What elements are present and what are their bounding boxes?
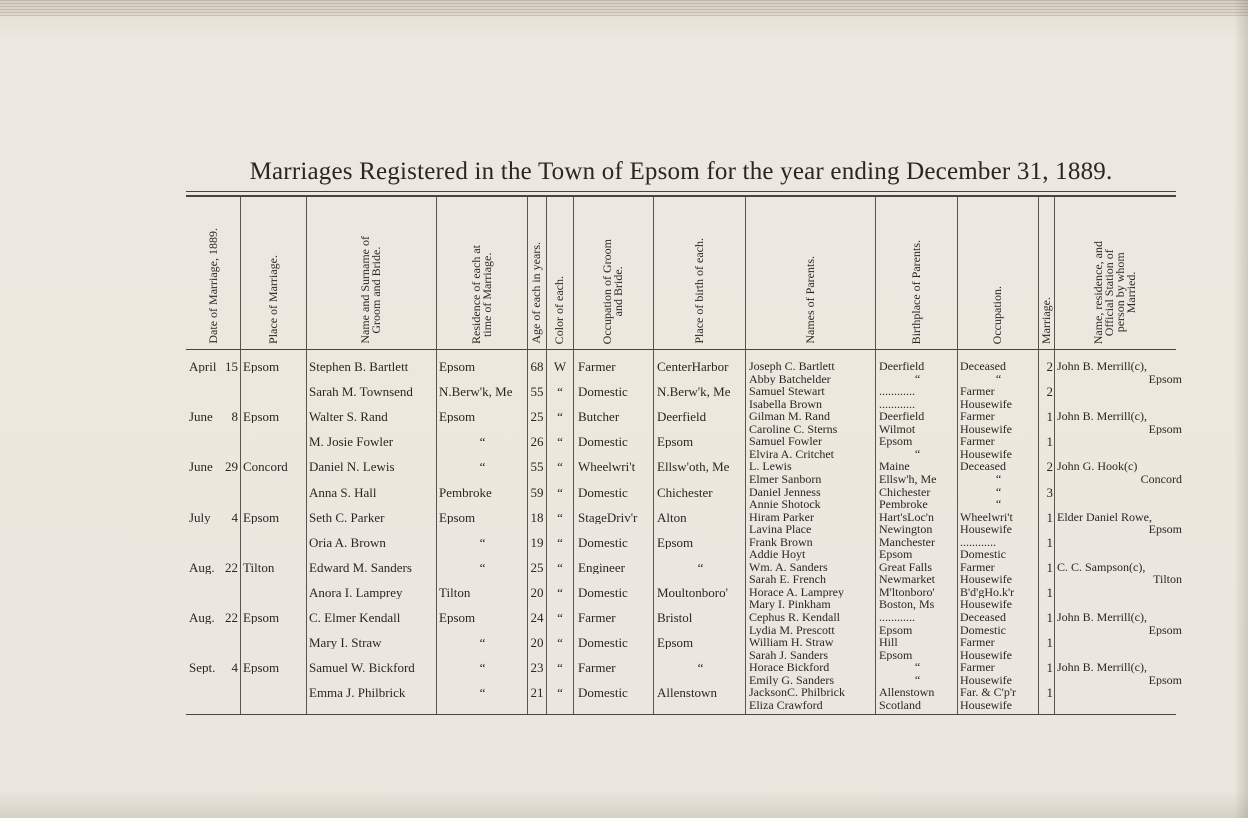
color: “: [557, 410, 563, 424]
parent-name: Joseph C. Bartlett: [749, 360, 835, 373]
column-header-label: Age of each in years.: [529, 242, 543, 344]
parent-name: Samuel Stewart: [749, 385, 825, 398]
occupation: Domestic: [578, 485, 628, 499]
column-header-label: Place of Marriage.: [265, 255, 280, 344]
parent-name: Addie Hoyt: [749, 548, 806, 561]
column-header: [573, 200, 653, 344]
marriage-date-month: Aug.: [189, 560, 215, 574]
parent-birthplace: Epsom: [879, 435, 913, 448]
parent-birthplace: Hill: [879, 636, 898, 649]
residence: Epsom: [439, 611, 476, 624]
parent-occupation: Housewife: [960, 698, 1012, 712]
marriage-date-day: 8: [231, 410, 238, 424]
marriage-date-day: 29: [225, 460, 238, 474]
marriage-number: 1: [1046, 560, 1053, 574]
occupation: Wheelwri't: [578, 460, 636, 474]
parent-occupation: Housewife: [960, 397, 1012, 411]
column-header-label: Name and Surname of Groom and Bride.: [358, 236, 383, 344]
color: “: [557, 485, 563, 499]
marriage-date-day: 4: [231, 661, 238, 675]
marriage-number: 1: [1046, 510, 1053, 524]
parent-occupation: Housewife: [960, 673, 1012, 687]
marriage-date-month: June: [189, 460, 213, 474]
column-header-label: Marriage.: [1038, 297, 1053, 344]
parent-occupation: B'd'gHo.k'r: [960, 585, 1015, 599]
column-header-label: Birthplace of Parents.: [908, 239, 923, 344]
marriage-number: 1: [1046, 435, 1053, 449]
parent-birthplace: “: [914, 661, 921, 674]
officiant-residence: Epsom: [1148, 623, 1182, 636]
parent-birthplace: M'ltonboro': [879, 585, 935, 599]
marriage-date-month: Aug.: [189, 611, 215, 624]
parent-birthplace: Epsom: [879, 548, 913, 561]
officiant-name: John B. Merrill(c),: [1057, 360, 1147, 373]
spouse-name: Seth C. Parker: [309, 510, 385, 524]
residence: Tilton: [439, 585, 471, 599]
officiant-name: Elder Daniel Rowe,: [1057, 510, 1152, 524]
occupation: Domestic: [578, 435, 628, 449]
birthplace: Epsom: [657, 535, 694, 549]
parent-occupation: Farmer: [960, 385, 995, 398]
birthplace: “: [697, 661, 704, 675]
parent-name: Elmer Sanborn: [749, 472, 822, 486]
birthplace: Chichester: [657, 485, 713, 499]
column-header: [957, 200, 1038, 344]
spouse-name: Mary I. Straw: [309, 636, 382, 650]
birthplace: CenterHarbor: [657, 360, 729, 373]
parent-occupation: Deceased: [960, 460, 1006, 473]
officiant-residence: Concord: [1140, 472, 1182, 486]
officiant-residence: Tilton: [1153, 573, 1182, 586]
occupation: Domestic: [578, 535, 628, 549]
parent-name: Isabella Brown: [749, 397, 822, 411]
column-header-label: Occupation of Groom and Bride.: [600, 238, 625, 344]
parent-name: Cephus R. Kendall: [749, 611, 840, 624]
age: 24: [530, 611, 544, 624]
marriage-place: Epsom: [243, 360, 280, 373]
color: W: [553, 360, 567, 373]
marriage-number: 3: [1046, 485, 1053, 499]
color: “: [557, 385, 563, 399]
residence: “: [479, 535, 486, 549]
color: “: [557, 560, 563, 574]
birthplace: Ellsw'oth, Me: [657, 460, 730, 474]
column-header: [653, 200, 745, 344]
marriage-number: 2: [1046, 360, 1053, 373]
residence: “: [479, 636, 486, 650]
officiant-residence: Epsom: [1148, 422, 1182, 436]
parent-name: Horace Bickford: [749, 661, 830, 674]
marriage-date-month: Sept.: [189, 661, 216, 675]
age: 55: [530, 460, 544, 474]
parent-name: Frank Brown: [749, 535, 813, 549]
parent-birthplace: Epsom: [879, 623, 913, 636]
age: 25: [530, 560, 544, 574]
age: 19: [530, 535, 544, 549]
table-top-rule: [186, 191, 1176, 192]
occupation: Domestic: [578, 385, 628, 399]
parent-birthplace: Newmarket: [879, 573, 935, 586]
marriage-number: 1: [1046, 585, 1053, 599]
marriage-number: 2: [1046, 460, 1053, 474]
occupation: Domestic: [578, 686, 628, 700]
parent-occupation: ............: [960, 535, 996, 549]
page-shadow: [1234, 0, 1248, 818]
occupation: Domestic: [578, 585, 628, 599]
parent-birthplace: Ellsw'h, Me: [879, 472, 937, 486]
column-header: [1054, 200, 1176, 344]
officiant-name: C. C. Sampson(c),: [1057, 560, 1146, 574]
birthplace: “: [697, 560, 704, 574]
age: 26: [530, 435, 544, 449]
marriage-date-month: April: [189, 360, 217, 373]
parent-birthplace: Deerfield: [879, 410, 925, 423]
spouse-name: Edward M. Sanders: [309, 560, 412, 574]
parent-name: Daniel Jenness: [749, 485, 821, 498]
parent-occupation: Deceased: [960, 360, 1006, 373]
parent-birthplace: ............: [879, 397, 915, 411]
residence: N.Berw'k, Me: [439, 385, 513, 399]
spouse-name: Sarah M. Townsend: [309, 385, 413, 399]
birthplace: Epsom: [657, 636, 694, 650]
column-header-label: Residence of each at time of Marriage.: [468, 245, 494, 344]
marriage-number: 1: [1046, 661, 1053, 675]
parent-occupation: “: [995, 472, 1002, 486]
marriage-place: Tilton: [243, 560, 275, 574]
parent-birthplace: Chichester: [879, 485, 931, 498]
parent-name: Emily G. Sanders: [749, 673, 834, 687]
header-bottom-rule: [186, 349, 1176, 350]
birthplace: Moultonboro': [657, 585, 728, 599]
parent-birthplace: Maine: [879, 460, 910, 473]
table-bottom-rule: [186, 714, 1176, 715]
spouse-name: Oria A. Brown: [309, 535, 386, 549]
color: “: [557, 686, 563, 700]
parent-name: Sarah E. French: [749, 573, 826, 586]
spouse-name: Samuel W. Bickford: [309, 661, 415, 675]
parent-birthplace: Epsom: [879, 648, 913, 662]
officiant-name: John B. Merrill(c),: [1057, 611, 1147, 624]
marriage-place: Concord: [243, 460, 288, 474]
occupation: Butcher: [578, 410, 620, 424]
occupation: Engineer: [578, 560, 625, 574]
birthplace: Epsom: [657, 435, 694, 449]
color: “: [557, 435, 563, 449]
age: 20: [530, 585, 544, 599]
marriage-number: 1: [1046, 535, 1053, 549]
column-header-label: Occupation.: [990, 285, 1004, 344]
column-header-label: Place of birth of each.: [691, 238, 706, 344]
column-header: [306, 200, 436, 344]
color: “: [557, 585, 563, 599]
parent-name: Lydia M. Prescott: [749, 623, 835, 636]
spouse-name: Anora I. Lamprey: [309, 585, 403, 599]
parent-occupation: Housewife: [960, 573, 1012, 586]
marriage-date-day: 22: [225, 611, 238, 624]
marriage-number: 1: [1046, 636, 1053, 650]
parent-birthplace: Scotland: [879, 698, 921, 712]
parent-occupation: Farmer: [960, 435, 995, 448]
column-header: [186, 200, 240, 344]
age: 68: [530, 360, 544, 373]
marriage-number: 1: [1046, 686, 1053, 700]
marriage-date-month: June: [189, 410, 213, 424]
occupation: Farmer: [578, 360, 616, 373]
residence: “: [479, 661, 486, 675]
parent-name: Abby Batchelder: [749, 372, 831, 385]
parent-occupation: Housewife: [960, 447, 1012, 461]
residence: Epsom: [439, 510, 476, 524]
parent-occupation: “: [995, 498, 1002, 511]
parent-occupation: Farmer: [960, 636, 995, 649]
marriage-number: 1: [1046, 410, 1053, 424]
birthplace: Allenstown: [657, 686, 717, 700]
officiant-residence: Epsom: [1148, 372, 1182, 385]
parent-birthplace: ............: [879, 385, 915, 398]
age: 21: [530, 686, 544, 700]
parent-occupation: “: [995, 372, 1002, 385]
spouse-name: Daniel N. Lewis: [309, 460, 395, 474]
residence: “: [479, 460, 486, 474]
age: 20: [530, 636, 544, 650]
parent-occupation: Housewife: [960, 523, 1012, 536]
spouse-name: C. Elmer Kendall: [309, 611, 401, 624]
parent-name: Annie Shotock: [749, 498, 821, 511]
parent-occupation: Farmer: [960, 661, 995, 674]
spouse-name: Stephen B. Bartlett: [309, 360, 409, 373]
parent-occupation: Housewife: [960, 648, 1012, 662]
parent-name: Wm. A. Sanders: [749, 560, 828, 574]
parent-occupation: Domestic: [960, 623, 1006, 636]
parent-birthplace: ............: [879, 611, 915, 624]
parent-occupation: Domestic: [960, 548, 1006, 561]
occupation: StageDriv'r: [578, 510, 638, 524]
color: “: [557, 535, 563, 549]
officiant-name: John B. Merrill(c),: [1057, 661, 1147, 674]
parent-occupation: Housewife: [960, 598, 1012, 611]
parent-birthplace: Boston, Ms: [879, 598, 935, 611]
age: 55: [530, 385, 544, 399]
marriage-place: Epsom: [243, 661, 280, 675]
column-header-label: Name, residence, and Official Station of person by whom Married.: [1091, 240, 1138, 344]
parent-occupation: Far. & C'p'r: [960, 686, 1016, 699]
color: “: [557, 611, 563, 624]
parent-name: William H. Straw: [749, 636, 834, 649]
birthplace: N.Berw'k, Me: [657, 385, 731, 399]
column-header: [436, 200, 527, 344]
parent-occupation: Farmer: [960, 410, 995, 423]
occupation: Domestic: [578, 636, 628, 650]
parent-name: Hiram Parker: [749, 510, 814, 524]
color: “: [557, 636, 563, 650]
marriage-date-month: July: [189, 510, 211, 524]
age: 25: [530, 410, 544, 424]
parent-birthplace: Wilmot: [879, 422, 916, 436]
column-header-label: Names of Parents.: [802, 256, 817, 344]
marriage-date-day: 15: [225, 360, 238, 373]
officiant-name: John G. Hook(c): [1057, 460, 1138, 473]
marriage-number: 1: [1046, 611, 1053, 624]
parent-birthplace: Pembroke: [879, 498, 928, 511]
color: “: [557, 661, 563, 675]
color: “: [557, 460, 563, 474]
parent-birthplace: Manchester: [879, 535, 935, 549]
spouse-name: Anna S. Hall: [309, 485, 377, 499]
table-top-rule-double: [186, 195, 1176, 197]
marriage-place: Epsom: [243, 410, 280, 424]
parent-birthplace: “: [914, 673, 921, 687]
page-top-edge: [0, 0, 1248, 16]
parent-name: Mary I. Pinkham: [749, 598, 831, 611]
parent-occupation: Farmer: [960, 560, 995, 574]
parent-birthplace: Hart'sLoc'n: [879, 510, 934, 524]
age: 18: [530, 510, 544, 524]
column-header: [745, 200, 875, 344]
parent-birthplace: “: [914, 372, 921, 385]
marriage-date-day: 22: [225, 560, 238, 574]
spouse-name: Emma J. Philbrick: [309, 686, 406, 700]
parent-birthplace: “: [914, 447, 921, 461]
residence: “: [479, 435, 486, 449]
parent-occupation: Housewife: [960, 422, 1012, 436]
officiant-residence: Epsom: [1148, 523, 1182, 536]
column-header-label: Color of each.: [552, 275, 566, 344]
officiant-name: John B. Merrill(c),: [1057, 410, 1147, 423]
parent-birthplace: Allenstown: [879, 686, 935, 699]
column-header: [875, 200, 957, 344]
parent-name: JacksonC. Philbrick: [749, 686, 845, 699]
page-title: Marriages Registered in the Town of Epsom for the year ending December 31, 1889.: [249, 158, 1113, 185]
spouse-name: Walter S. Rand: [309, 410, 388, 424]
parent-occupation: Wheelwri't: [960, 510, 1013, 524]
parent-birthplace: Newington: [879, 523, 933, 536]
marriage-place: Epsom: [243, 611, 280, 624]
color: “: [557, 510, 563, 524]
spouse-name: M. Josie Fowler: [309, 435, 394, 449]
column-header: [240, 200, 306, 344]
parent-occupation: “: [995, 485, 1002, 498]
residence: “: [479, 686, 486, 700]
parent-occupation: Deceased: [960, 611, 1006, 624]
parent-name: Lavina Place: [749, 523, 812, 536]
parent-name: Caroline C. Sterns: [749, 422, 838, 436]
occupation: Farmer: [578, 611, 616, 624]
parent-name: Sarah J. Sanders: [749, 648, 828, 662]
parent-birthplace: Great Falls: [879, 560, 932, 574]
birthplace: Bristol: [657, 611, 693, 624]
marriage-date-day: 4: [231, 510, 238, 524]
occupation: Farmer: [578, 661, 616, 675]
birthplace: Deerfield: [657, 410, 707, 424]
age: 23: [530, 661, 544, 675]
age: 59: [530, 485, 544, 499]
column-header: [1038, 200, 1054, 344]
residence: Pembroke: [439, 485, 492, 499]
residence: “: [479, 560, 486, 574]
parent-name: Horace A. Lamprey: [749, 585, 844, 599]
marriage-number: 2: [1046, 385, 1053, 399]
marriage-place: Epsom: [243, 510, 280, 524]
parent-birthplace: Deerfield: [879, 360, 925, 373]
parent-name: Gilman M. Rand: [749, 410, 830, 423]
parent-name: Samuel Fowler: [749, 435, 822, 448]
birthplace: Alton: [657, 510, 687, 524]
column-header: [546, 200, 573, 344]
parent-name: Elvira A. Critchet: [749, 447, 834, 461]
column-header-label: Date of Marriage, 1889.: [205, 228, 220, 344]
residence: Epsom: [439, 360, 476, 373]
parent-name: L. Lewis: [749, 460, 792, 473]
column-header: [527, 200, 546, 344]
residence: Epsom: [439, 410, 476, 424]
officiant-residence: Epsom: [1148, 673, 1182, 687]
parent-name: Eliza Crawford: [749, 698, 823, 712]
